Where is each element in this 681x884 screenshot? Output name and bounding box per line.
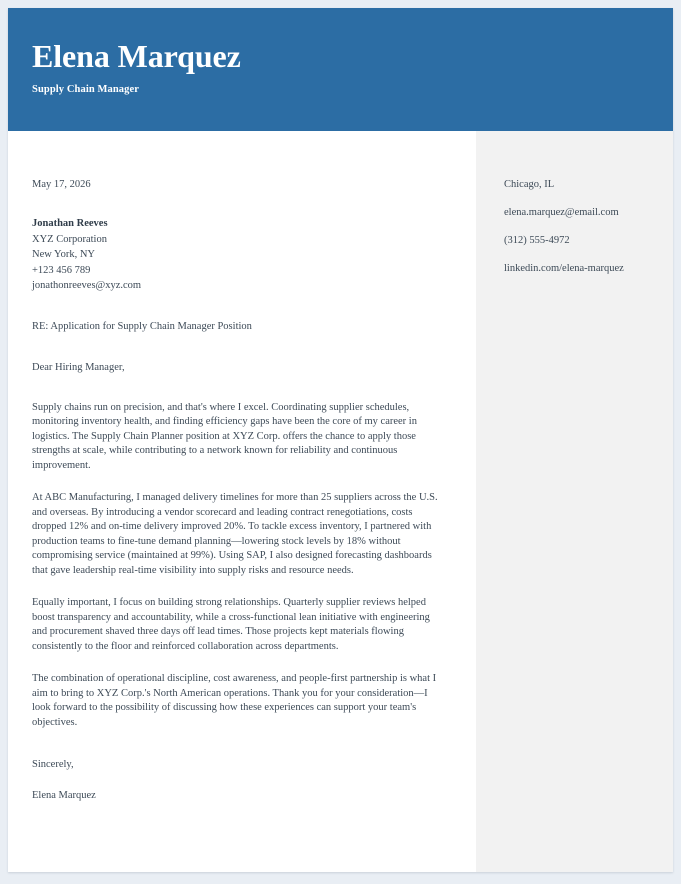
- letter-closing: Sincerely,: [32, 759, 74, 770]
- letter-paragraph: The combination of operational discipline, cost awareness, and people-first partnership is what I aim to bring to XYZ Corp.'s North American operations. Thank you for your consideration—I look forward to the possibility of discussing how these experiences can support your team's objectives.: [32, 673, 437, 728]
- recipient-name: Jonathan Reeves: [32, 218, 108, 229]
- document-columns: [8, 131, 673, 872]
- contact-email: elena.marquez@email.com: [504, 207, 619, 218]
- contact-sidebar: [476, 131, 673, 872]
- recipient-location: New York, NY: [32, 249, 96, 260]
- letter-main-column: [8, 131, 476, 872]
- candidate-job-title: Supply Chain Manager: [32, 84, 140, 95]
- candidate-name: Elena Marquez: [32, 38, 241, 74]
- letter-salutation: Dear Hiring Manager,: [32, 361, 125, 373]
- letter-date: May 17, 2026: [32, 179, 91, 190]
- contact-linkedin: linkedin.com/elena-marquez: [504, 263, 624, 274]
- letter-subject-line: RE: Application for Supply Chain Manager Position: [32, 320, 252, 332]
- contact-list: [504, 131, 659, 276]
- letter-paragraph: At ABC Manufacturing, I managed delivery timelines for more than 25 suppliers across the U.S. and overseas. By introducing a vendor scorecard and leading contract renegotiations, costs dropped 12% and on-time delivery improved 20%. To tackle excess inventory, I partnered with production teams to fine-tune demand planning—lowering stock levels by 18% without compromising service (maintained at 99%). Using SAP, I also designed forecasting dashboards that gave leadership real-time visibility into supply risks and resource needs.: [32, 492, 438, 576]
- letter-body: [32, 401, 442, 731]
- recipient-phone: +123 456 789: [32, 264, 91, 276]
- contact-location: Chicago, IL: [504, 179, 555, 190]
- recipient-block: [32, 216, 476, 294]
- contact-phone: (312) 555-4972: [504, 235, 570, 246]
- letter-paragraph: Equally important, I focus on building strong relationships. Quarterly supplier reviews helped boost transparency and accountability, while a cross-functional lean initiative with engineering and procurement shaved three days off lead times. Those projects kept materials flowing consistently to the floor and reinforced collaboration across departments.: [32, 597, 430, 652]
- letter-header-band: [8, 8, 673, 131]
- letter-paragraph: Supply chains run on precision, and that's where I excel. Coordinating supplier schedules, monitoring inventory health, and finding efficiency gaps have been the core of my career in logistics. The Supply Chain Planner position at XYZ Corp. offers the chance to apply those strengths at scale, while contributing to a network known for reliability and continuous improvement.: [32, 401, 417, 471]
- letter-signature: Elena Marquez: [32, 790, 96, 801]
- recipient-email: jonathonreeves@xyz.com: [32, 280, 142, 291]
- header-content: [32, 37, 649, 97]
- recipient-company: XYZ Corporation: [32, 233, 107, 245]
- document-page: [8, 8, 673, 872]
